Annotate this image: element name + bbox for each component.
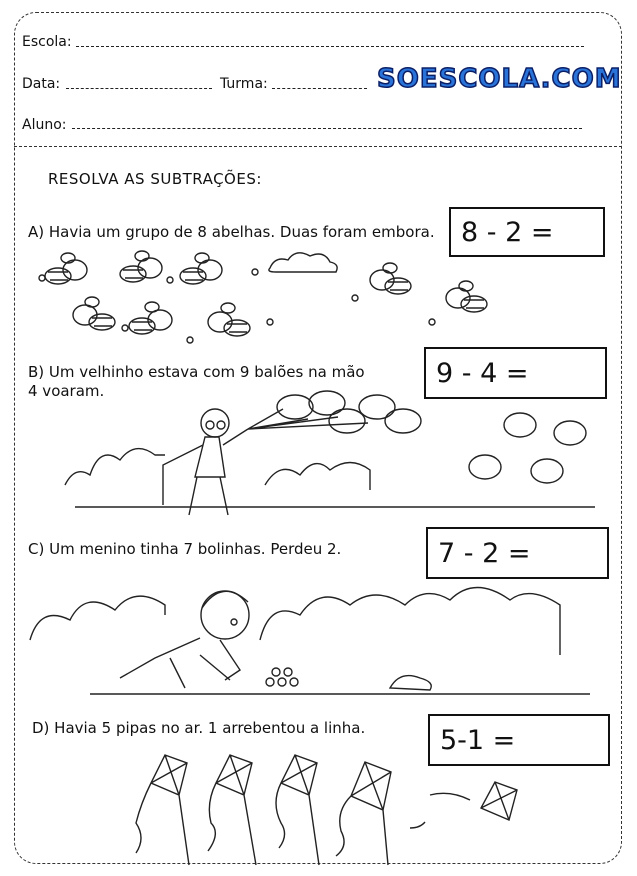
aluno-field[interactable] [72, 128, 582, 129]
bee-icon [39, 253, 87, 284]
bee-icon [129, 302, 193, 343]
cloud-icon [269, 253, 337, 272]
turma-label: Turma: [220, 76, 268, 92]
question-d-text: D) Havia 5 pipas no ar. 1 arrebentou a linha. [32, 719, 366, 737]
aluno-label: Aluno: [22, 117, 67, 133]
boy-icon [120, 591, 249, 688]
kite-icon [136, 755, 189, 865]
equation-b: 9 - 4 = [436, 357, 529, 389]
rock-icon [390, 676, 431, 690]
bees-illustration [30, 240, 480, 360]
equation-c: 7 - 2 = [438, 537, 531, 569]
bee-icon [180, 253, 258, 284]
bee-icon [73, 297, 128, 331]
kite-icon [336, 762, 391, 865]
balloon-icon [469, 413, 586, 483]
marble-icon [266, 668, 298, 686]
escola-field[interactable] [76, 46, 584, 47]
answer-box-b[interactable] [424, 347, 607, 399]
boy-marbles-illustration [30, 570, 605, 705]
kites-illustration [130, 740, 620, 870]
bee-icon [208, 303, 273, 336]
old-man-balloons-illustration [65, 395, 605, 525]
question-c-text: C) Um menino tinha 7 bolinhas. Perdeu 2. [28, 540, 342, 558]
balloon-strings-icon [248, 409, 368, 429]
header-divider [14, 146, 622, 147]
escola-label: Escola: [22, 34, 72, 50]
bushes-icon [65, 449, 595, 507]
equation-a: 8 - 2 = [461, 216, 554, 248]
question-a-text: A) Havia um grupo de 8 abelhas. Duas foram embora. [28, 223, 435, 241]
question-b-text-line1: B) Um velhinho estava com 9 balões na mão [28, 363, 365, 381]
kite-icon [276, 755, 319, 865]
bee-icon [352, 263, 411, 301]
soescola-logo: SOESCOLA.COM [377, 64, 622, 94]
broken-kite-icon [410, 782, 517, 828]
bee-icon [429, 281, 487, 325]
bushes-icon [30, 588, 590, 695]
instruction-text: RESOLVA AS SUBTRAÇÕES: [48, 170, 262, 188]
data-field[interactable] [66, 88, 212, 89]
data-label: Data: [22, 76, 61, 92]
bee-icon [120, 251, 173, 283]
kite-icon [208, 755, 256, 865]
old-man-icon [163, 409, 248, 515]
turma-field[interactable] [272, 88, 367, 89]
question-b-text-line2: 4 voaram. [28, 382, 105, 400]
equation-d: 5-1 = [440, 724, 516, 756]
